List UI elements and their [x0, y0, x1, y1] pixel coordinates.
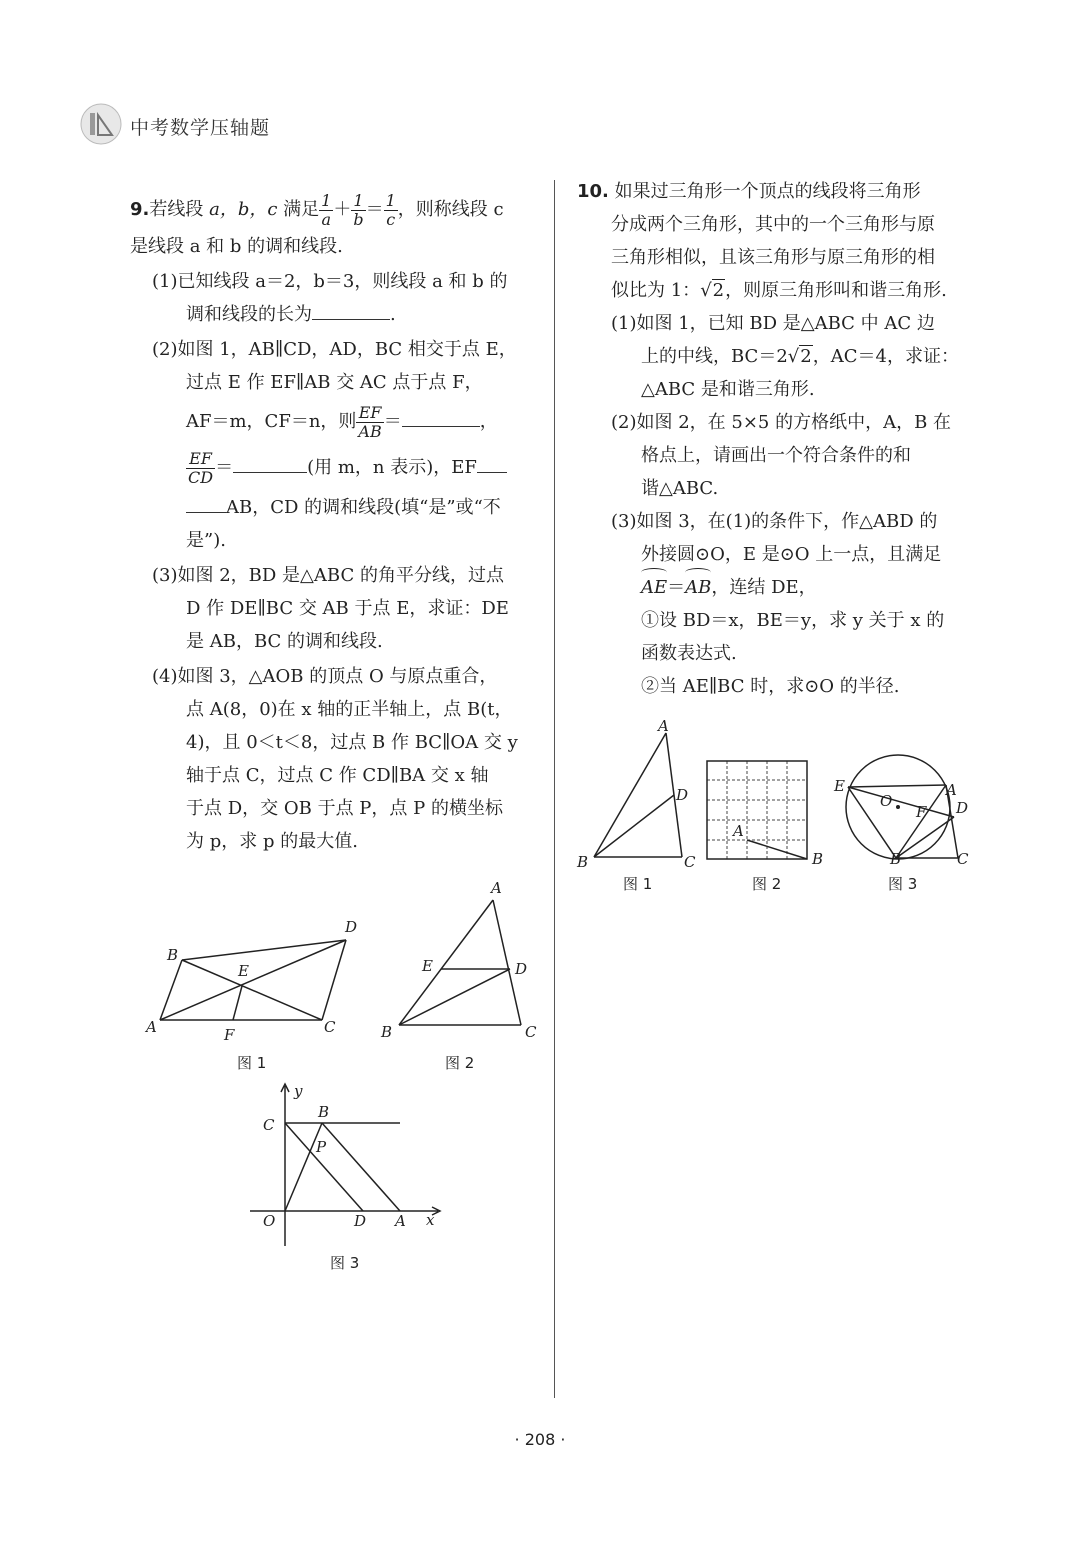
q9-part3-line3: 是 AB，BC 的调和线段. — [186, 631, 383, 652]
q10-part1: (1)如图 1，已知 BD 是△ABC 中 AC 边 — [611, 313, 935, 334]
q10-fig2-caption: 图 2 — [752, 875, 782, 893]
q10-part3-line2: 外接圆⊙O，E 是⊙O 上一点，且满足 — [641, 544, 942, 565]
q9-part2-line5: AB，CD 的调和线段(填“是”或“不 — [130, 491, 540, 524]
label-A: A — [395, 1212, 406, 1230]
q10-part1-line2: 上的中线，BC＝2√2，AC＝4，求证： — [641, 346, 959, 367]
q9-part3: (3)如图 2，BD 是△ABC 的角平分线，过点 — [152, 565, 504, 586]
label-D: D — [515, 960, 528, 978]
label-A: A — [658, 717, 669, 735]
question-9 — [130, 190, 540, 858]
column-divider — [554, 180, 555, 1398]
label-B: B — [890, 850, 902, 868]
label-C: C — [263, 1116, 275, 1134]
label-C: C — [525, 1023, 537, 1041]
q9-part2-line2: 过点 E 作 EF∥AB 交 AC 点于点 F， — [186, 372, 483, 393]
ruler-triangle-icon — [80, 103, 122, 145]
q10-part3-sub2: ②当 AE∥BC 时，求⊙O 的半径. — [641, 676, 900, 697]
q9-part4-line4: 轴于点 C，过点 C 作 CD∥BA 交 x 轴 — [186, 765, 489, 786]
label-B: B — [318, 1103, 330, 1121]
answer-blank[interactable] — [402, 410, 480, 427]
q9-part4: (4)如图 3，△AOB 的顶点 O 与原点重合， — [152, 666, 498, 687]
q9-fig3-caption: 图 3 — [330, 1254, 360, 1272]
answer-blank[interactable] — [186, 496, 226, 513]
label-A: A — [491, 879, 502, 897]
label-E: E — [422, 957, 433, 975]
header-logo — [80, 103, 122, 145]
q10-figure-1 — [572, 715, 702, 870]
label-D: D — [345, 918, 358, 936]
label-F: F — [916, 803, 927, 821]
label-O: O — [263, 1212, 276, 1230]
question-10 — [577, 175, 987, 703]
q10-line4: 似比为 1：√2，则原三角形叫和谐三角形. — [611, 280, 947, 301]
label-B: B — [381, 1023, 393, 1041]
answer-blank[interactable] — [233, 456, 307, 473]
q10-part2: (2)如图 2，在 5×5 的方格纸中，A，B 在 — [611, 412, 952, 433]
q10-part3: (3)如图 3，在(1)的条件下，作△ABD 的 — [611, 511, 938, 532]
q10-line2: 分成两个三角形，其中的一个三角形与原 — [611, 214, 935, 235]
q10-number: 10. — [577, 181, 609, 202]
q10-part2-line3: 谐△ABC. — [641, 478, 719, 499]
q9-part4-line3: 4)，且 0＜t＜8，过点 B 作 BC∥OA 交 y — [186, 732, 518, 753]
q9-part4-line6: 为 p，求 p 的最大值. — [186, 831, 358, 852]
q10-part3-sub1-line2: 函数表达式. — [641, 643, 737, 664]
q9-part2: (2)如图 1，AB∥CD，AD，BC 相交于点 E， — [152, 339, 517, 360]
label-A: A — [733, 822, 744, 840]
q9-part4-line5: 于点 D，交 OB 于点 P，点 P 的横坐标 — [186, 798, 503, 819]
fraction: $\frac{EF}{AB}$ — [358, 402, 382, 441]
fraction: $\frac{EF}{CD}$ — [188, 448, 214, 487]
q10-part1-line3: △ABC 是和谐三角形. — [641, 379, 815, 400]
q10-fig1-caption: 图 1 — [623, 875, 653, 893]
q9-part2-line3: AF＝m，CF＝n，则 $\frac{EF}{AB}$ ＝ ， — [186, 402, 498, 441]
label-E: E — [834, 777, 845, 795]
q10-line3: 三角形相似，且该三角形与原三角形的相 — [611, 247, 935, 268]
q10-line1: 10. 如果过三角形一个顶点的线段将三角形 — [577, 181, 921, 202]
label-B: B — [812, 850, 824, 868]
fraction: $\frac{1}{a}$ — [321, 190, 332, 229]
q10-figure-2 — [705, 758, 830, 870]
header-title: 中考数学压轴题 — [130, 117, 271, 139]
arc-AE: AE — [641, 571, 667, 604]
fraction: $\frac{1}{b}$ — [353, 190, 364, 229]
q9-part3-line2: D 作 DE∥BC 交 AB 于点 E，求证：DE — [186, 598, 509, 619]
arc-AB: AB — [685, 571, 711, 604]
label-F: F — [224, 1026, 235, 1044]
q9-figure-3 — [250, 1078, 450, 1253]
q10-part2-line2: 格点上，请画出一个符合条件的和 — [641, 445, 911, 466]
page-number: · 208 · — [514, 1430, 566, 1449]
q9-fig2-caption: 图 2 — [445, 1054, 475, 1072]
q10-fig3-caption: 图 3 — [888, 875, 918, 893]
q10-figure-3 — [828, 745, 978, 870]
label-E: E — [238, 962, 249, 980]
label-D: D — [956, 799, 969, 817]
answer-blank[interactable] — [312, 303, 390, 320]
q9-part2-line6: 是”). — [186, 530, 226, 551]
q9-intro-line2: 是线段 a 和 b 的调和线段. — [130, 236, 343, 257]
q10-part3-sub1: ①设 BD＝x，BE＝y，求 y 关于 x 的 — [641, 610, 945, 631]
label-A: A — [146, 1018, 157, 1036]
label-C: C — [957, 850, 969, 868]
label-C: C — [684, 853, 696, 870]
label-B: B — [577, 853, 589, 870]
q9-intro: 9.若线段 a，b，c 满足 $\frac{1}{a}$ ＋ $\frac{1}{b}$ ＝ $\frac{1}{c}$ ，则称线段 c — [130, 190, 504, 229]
q9-number: 9. — [130, 199, 150, 220]
q9-part4-line2: 点 A(8，0)在 x 轴的正半轴上，点 B(t， — [186, 699, 513, 720]
q9-part2-line4: $\frac{EF}{CD}$ ＝ (用 m，n 表示)，EF — [130, 445, 540, 491]
q9-part1: (1)已知线段 a＝2，b＝3，则线段 a 和 b 的 — [152, 271, 508, 292]
q9-fig1-caption: 图 1 — [237, 1054, 267, 1072]
answer-blank[interactable] — [477, 456, 507, 473]
label-C: C — [324, 1018, 336, 1036]
label-O: O — [880, 792, 893, 810]
label-y: y — [294, 1082, 303, 1100]
q10-part3-line3: AE＝AB，连结 DE， — [577, 571, 987, 604]
label-D: D — [676, 786, 689, 804]
q9-part1-line2: 调和线段的长为 . — [186, 304, 396, 325]
label-B: B — [167, 946, 179, 964]
label-A: A — [946, 781, 957, 799]
fraction: $\frac{1}{c}$ — [385, 190, 396, 229]
label-P: P — [316, 1138, 327, 1156]
q9-figure-2 — [375, 875, 545, 1045]
label-x: x — [426, 1211, 435, 1229]
q9-figure-1 — [140, 910, 360, 1050]
label-D: D — [354, 1212, 367, 1230]
